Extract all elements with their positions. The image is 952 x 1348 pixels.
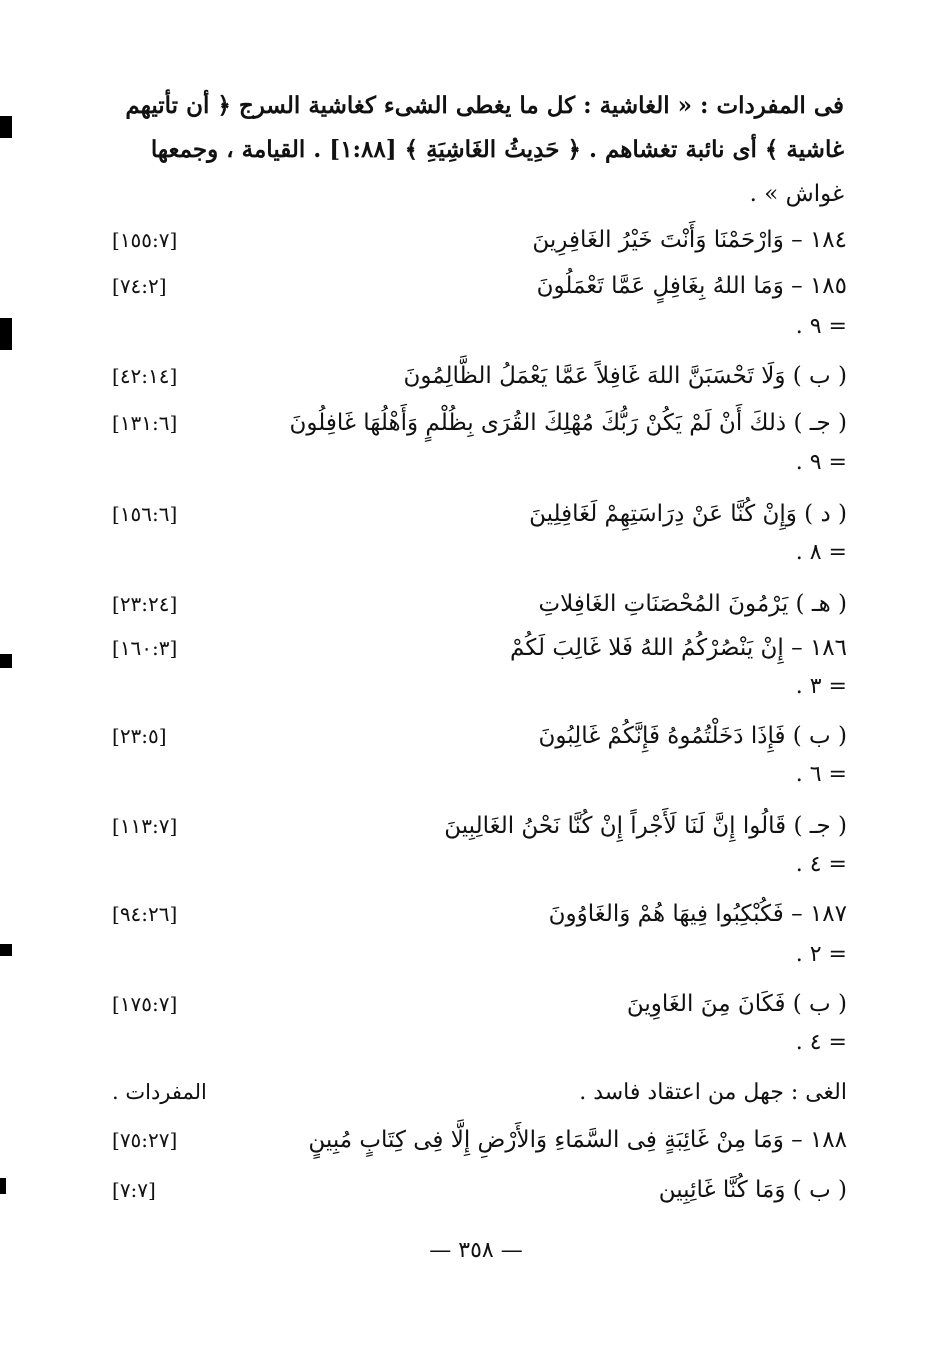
count-line: = ٣ .	[795, 674, 847, 699]
gloss-line-3: غواش » .	[749, 181, 844, 207]
source-note: المفردات .	[112, 1080, 207, 1104]
verse-text: ( هـ ) يَرْمُونَ المُحْصَنَاتِ الغَافِلاتِ	[538, 591, 847, 617]
verse-entry-sub	[112, 584, 847, 624]
verse-entry-sub	[112, 984, 847, 1024]
verse-entry-sub	[112, 1170, 847, 1210]
verse-reference: [٢٣:٢٤]	[112, 592, 178, 616]
verse-text: ( جـ ) قَالُوا إِنَّ لَنَا لَأَجْراً إِنْ كُنَّا نَحْنُ الغَالِبِينَ	[444, 813, 847, 839]
verse-text: ( ب ) وَلَا تَحْسَبَنَّ اللهَ غَافِلاً عَمَّا يَعْمَلُ الظَّالِمُونَ	[403, 363, 847, 389]
verse-entry-188	[112, 1120, 847, 1160]
verse-reference: [٩٤:٢٦]	[112, 902, 178, 926]
verse-entry-sub	[112, 494, 847, 534]
verse-text: ١٨٤ – وَارْحَمْنَا وَأَنْتَ خَيْرُ الغَافِرِينَ	[532, 227, 847, 253]
gloss-line-1: فى المفردات : « الغاشية : كل ما يغطى الشىء كغاشية السرج ﴿ أن تأتيهم	[125, 92, 844, 119]
verse-entry-sub	[112, 403, 847, 443]
gloss-line-2: غاشية ﴾ أى نائبة تغشاهم . ﴿ حَدِيثُ الغَاشِيَةِ ﴾ [١:٨٨] . القيامة ، وجمعها	[150, 136, 844, 163]
page-number: — ٣٥٨ —	[429, 1238, 523, 1263]
count-line: = ٨ .	[795, 540, 847, 565]
verse-text: ( ب ) وَمَا كُنَّا غَائِبِين	[658, 1177, 847, 1203]
verse-reference: [١١٣:٧]	[112, 814, 178, 838]
scan-edge-mark	[0, 654, 12, 668]
verse-reference: [١٦٠:٣]	[112, 636, 178, 660]
verse-text: ( د ) وَإِنْ كُنَّا عَنْ دِرَاسَتِهِمْ لَغَافِلِينَ	[529, 501, 847, 527]
verse-entry-sub	[112, 806, 847, 846]
scan-edge-mark	[0, 1178, 6, 1194]
verse-reference: [٤٢:١٤]	[112, 364, 178, 388]
verse-entry-187	[112, 894, 847, 934]
verse-entry-184	[112, 220, 847, 260]
scan-edge-mark	[0, 318, 12, 350]
verse-reference: [١٥٥:٧]	[112, 228, 178, 252]
count-line: = ٩ .	[795, 450, 847, 475]
verse-reference: [١٣١:٦]	[112, 411, 178, 435]
verse-text: ( ب ) فَإِذَا دَخَلْتُمُوهُ فَإِنَّكُمْ غَالِبُونَ	[538, 723, 847, 749]
verse-reference: [٧:٧]	[112, 1178, 156, 1202]
count-line: = ٤ .	[795, 852, 847, 877]
verse-text: ( جـ ) ذلكَ أَنْ لَمْ يَكُنْ رَبُّكَ مُهْلِكَ القُرَى بِظُلْمٍ وَأَهْلُهَا غَافِلُونَ	[289, 410, 847, 436]
verse-text: ١٨٨ – وَمَا مِنْ غَائِبَةٍ فِى السَّمَاءِ وَالأَرْضِ إِلَّا فِى كِتَابٍ مُبِينٍ	[308, 1127, 847, 1153]
verse-reference: [٧٤:٢]	[112, 274, 167, 298]
verse-text: ١٨٧ – فَكُبْكِبُوا فِيهَا هُمْ وَالغَاوُونَ	[548, 901, 847, 927]
definition-line	[112, 1072, 847, 1112]
verse-entry-sub	[112, 716, 847, 756]
verse-text: ( ب ) فَكَانَ مِنَ الغَاوِينَ	[626, 991, 847, 1017]
scan-edge-mark	[0, 116, 12, 138]
verse-reference: [٢٣:٥]	[112, 724, 167, 748]
verse-entry-185	[112, 266, 847, 306]
verse-reference: [١٥٦:٦]	[112, 502, 178, 526]
verse-text: ١٨٥ – وَمَا اللهُ بِغَافِلٍ عَمَّا تَعْمَلُونَ	[536, 273, 847, 299]
count-line: = ٦ .	[795, 762, 847, 787]
count-line: = ٤ .	[795, 1030, 847, 1055]
scan-edge-mark	[0, 944, 12, 956]
definition-text: الغى : جهل من اعتقاد فاسد .	[579, 1079, 847, 1105]
vocabulary-gloss	[109, 84, 844, 216]
verse-entry-sub	[112, 356, 847, 396]
count-line: = ٩ .	[795, 314, 847, 339]
verse-entry-186	[112, 628, 847, 668]
verse-reference: [٧٥:٢٧]	[112, 1128, 178, 1152]
verse-reference: [١٧٥:٧]	[112, 992, 178, 1016]
verse-text: ١٨٦ – إِنْ يَنْصُرْكُمُ اللهُ فَلا غَالِبَ لَكُمْ	[510, 635, 847, 661]
count-line: = ٢ .	[795, 942, 847, 967]
